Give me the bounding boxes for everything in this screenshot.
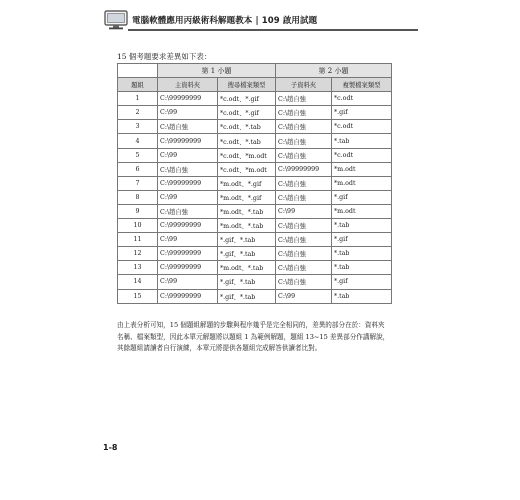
table-row [118,176,392,190]
copy-type-cell: *.gif [332,190,392,204]
part1-header: 第 1 小題 [158,64,276,78]
main-folder-cell: C:\趙自強 [158,162,218,176]
group-number-cell: 2 [118,106,158,120]
sub-folder-cell: C:\99999999 [276,162,332,176]
search-type-cell: *c.odt、*.gif [218,106,276,120]
main-folder-cell: C:\趙自強 [158,120,218,134]
group-number-cell: 3 [118,120,158,134]
group-number-cell: 6 [118,162,158,176]
table-row [118,120,392,134]
table-row [118,275,392,289]
copy-type-cell: *m.odt [332,204,392,218]
sub-folder-cell: C:\趙自強 [276,120,332,134]
table-row [118,148,392,162]
copy-type-cell: *.tab [332,134,392,148]
main-folder-cell: C:\99 [158,275,218,289]
copy-type-cell: *.gif [332,106,392,120]
group-number-cell: 10 [118,219,158,233]
main-folder-cell: C:\趙自強 [158,204,218,218]
search-type-cell: *c.odt、*m.odt [218,162,276,176]
sub-folder-cell: C:\趙自強 [276,233,332,247]
column-header-copy-type: 複製檔案類型 [332,78,392,92]
paragraph-line: 由上表分析可知，15 個題組解題的步驟與程序幾乎是完全相同的，差異的部分在於：資料夾 [117,321,385,329]
main-folder-cell: C:\99999999 [158,92,218,106]
search-type-cell: *m.odt、*.tab [218,219,276,233]
group-number-cell: 9 [118,204,158,218]
copy-type-cell: *c.odt [332,120,392,134]
column-header-search-type: 搜尋檔案類型 [218,78,276,92]
table-row [118,92,392,106]
copy-type-cell: *.tab [332,289,392,303]
header-divider [128,29,418,31]
group-number-cell: 7 [118,176,158,190]
sub-folder-cell: C:\趙自強 [276,106,332,120]
sub-folder-cell: C:\趙自強 [276,92,332,106]
table-row [118,106,392,120]
copy-type-cell: *.tab [332,261,392,275]
group-number-cell: 5 [118,148,158,162]
sub-folder-cell: C:\趙自強 [276,176,332,190]
sub-folder-cell: C:\99 [276,204,332,218]
computer-icon [104,10,128,30]
copy-type-cell: *c.odt [332,148,392,162]
sub-folder-cell: C:\趙自強 [276,261,332,275]
table-row [118,247,392,261]
main-folder-cell: C:\99999999 [158,261,218,275]
sub-folder-cell: C:\趙自強 [276,219,332,233]
group-number-cell: 14 [118,275,158,289]
main-folder-cell: C:\99 [158,190,218,204]
group-number-cell: 13 [118,261,158,275]
sub-folder-cell: C:\趙自強 [276,247,332,261]
group-header: 題組 [118,78,158,92]
blank-header-cell [118,64,158,78]
column-header-main-folder: 主資料夾 [158,78,218,92]
search-type-cell: *m.odt、*.tab [218,204,276,218]
table-row [118,219,392,233]
search-type-cell: *c.odt、*m.odt [218,148,276,162]
group-number-cell: 15 [118,289,158,303]
copy-type-cell: *.tab [332,219,392,233]
search-type-cell: *c.odt、*.tab [218,120,276,134]
group-number-cell: 4 [118,134,158,148]
main-folder-cell: C:\99 [158,148,218,162]
table-row [118,204,392,218]
copy-type-cell: *c.odt [332,92,392,106]
main-folder-cell: C:\99999999 [158,176,218,190]
search-type-cell: *c.odt、*.tab [218,134,276,148]
group-number-cell: 11 [118,233,158,247]
table-row [118,233,392,247]
search-type-cell: *.gif、*.tab [218,233,276,247]
part2-header: 第 2 小題 [276,64,392,78]
intro-text: 15 個考題要求差異如下表： [117,52,212,61]
sub-folder-cell: C:\趙自強 [276,148,332,162]
table-row [118,289,392,303]
search-type-cell: *m.odt、*.tab [218,261,276,275]
search-type-cell: *m.odt、*.gif [218,190,276,204]
group-number-cell: 8 [118,190,158,204]
main-folder-cell: C:\99 [158,233,218,247]
sub-folder-cell: C:\99 [276,289,332,303]
group-number-cell: 12 [118,247,158,261]
comparison-table [117,63,392,304]
search-type-cell: *m.odt、*.gif [218,176,276,190]
sub-folder-cell: C:\趙自強 [276,275,332,289]
table-row [118,190,392,204]
table-row [118,162,392,176]
page-number: 1-8 [103,443,118,452]
copy-type-cell: *m.odt [332,176,392,190]
search-type-cell: *.gif、*.tab [218,289,276,303]
copy-type-cell: *.tab [332,247,392,261]
main-folder-cell: C:\99 [158,106,218,120]
main-folder-cell: C:\99999999 [158,289,218,303]
group-number-cell: 1 [118,92,158,106]
header-title: 電腦軟體應用丙級術科解題教本 | 109 啟用試題 [132,16,318,26]
table-row [118,261,392,275]
search-type-cell: *c.odt、*.gif [218,92,276,106]
main-folder-cell: C:\99999999 [158,219,218,233]
search-type-cell: *.gif、*.tab [218,247,276,261]
paragraph-line: 名稱、檔案類型，因此本單元解題將以題組 1 為範例解題，題組 13~15 差異部分作講解說， [117,332,390,341]
page-header [104,10,404,32]
main-folder-cell: C:\99999999 [158,134,218,148]
paragraph-line: 其餘題組請讀者自行演練，本單元將提供各題組完成解答供讀者比對。 [117,344,322,352]
search-type-cell: *.gif、*.tab [218,275,276,289]
column-header-sub-folder: 子資料夾 [276,78,332,92]
copy-type-cell: *m.odt [332,162,392,176]
copy-type-cell: *.gif [332,275,392,289]
analysis-paragraph [117,320,397,355]
main-folder-cell: C:\99999999 [158,247,218,261]
sub-folder-cell: C:\趙自強 [276,190,332,204]
copy-type-cell: *.gif [332,233,392,247]
table-row [118,134,392,148]
sub-folder-cell: C:\趙自強 [276,134,332,148]
